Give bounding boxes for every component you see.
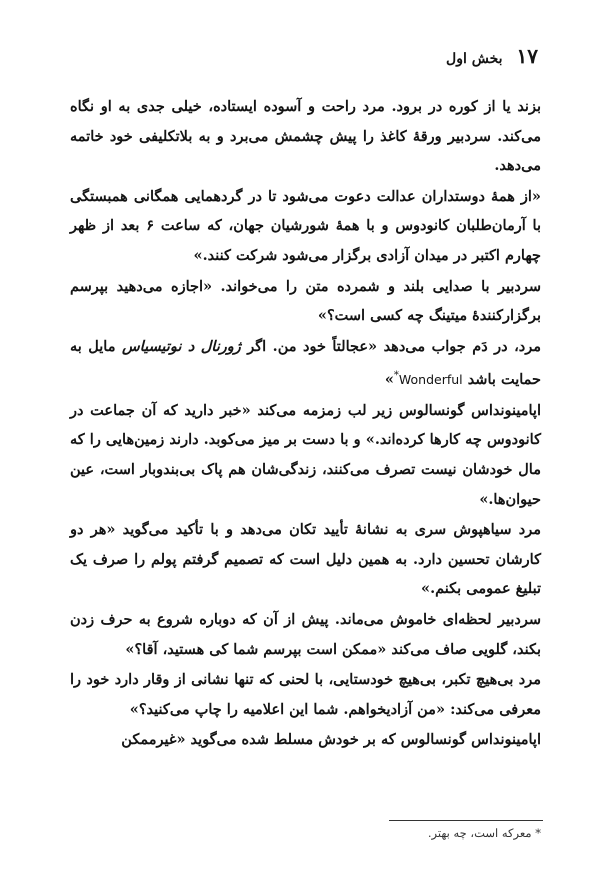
paragraph-9: اپامینونداس گونسالوس که بر خودش مسلط شده می‌گوید «غیرممکن	[121, 731, 541, 749]
page-header	[70, 44, 538, 72]
footnote-marker: *	[393, 370, 399, 382]
paragraph-8: مرد بی‌هیچ تکبر، بی‌هیچ خودستایی، با لحنی که تنها نشانی از وقار دارد خود را معرفی می‌کند: «من آزادیخواهم. شما این اعلامیه را چاپ می‌کنید؟»	[70, 671, 541, 718]
paragraph-2: «از همهٔ دوستداران عدالت دعوت می‌شود تا در گردهمایی همگانی همبستگی با آرمان‌طلبان کانودوس و با همهٔ شورشیان جهان، که ساعت ۶ بعد از ظهر چهارم اکتبر در میدان آزادی برگزار می‌شود شرکت کنند.»	[70, 187, 541, 264]
newspaper-name: ژورنال د نوتیسیاس	[121, 337, 241, 355]
paragraph-4-close-quote: »	[384, 371, 394, 389]
body-text	[70, 92, 541, 756]
paragraph-4-text-a: مرد، در دَم جواب می‌دهد «عجالتاً خود من. اگر	[240, 337, 541, 355]
footnote: * معرکه است، چه بهتر.	[427, 826, 541, 840]
paragraph-7: سردبیر لحظه‌ای خاموش می‌ماند. پیش از آن که دوباره شروع به حرف زدن بکند، گلویی صاف می‌کند «ممکن است بپرسم شما کی هستید، آقا؟»	[70, 610, 541, 658]
paragraph-3: سردبیر با صدایی بلند و شمرده متن را می‌خواند. «اجازه می‌دهید بپرسم برگزارکنندهٔ میتینگ چه کسی است؟»	[70, 277, 541, 325]
footnote-divider	[389, 820, 543, 821]
paragraph-4-text-b: مایل به حمایت باشد	[70, 337, 541, 389]
page-number: ۱۷	[516, 44, 538, 68]
section-title: بخش اول	[446, 51, 503, 67]
foreign-word: Wonderful	[398, 372, 463, 388]
paragraph-6: مرد سیاهپوش سری به نشانهٔ تأیید تکان می‌دهد و با تأکید می‌گوید «هر دو کارشان تحسین دارد. به همین دلیل است که تصمیم گرفتم پولم را صرف یک تبلیغ عمومی بکنم.»	[70, 521, 541, 598]
paragraph-1: بزند یا از کوره در برود. مرد راحت و آسوده ایستاده، خیلی جدی به او نگاه می‌کند. سردبیر ورقهٔ کاغذ را پیش چشمش می‌برد و به بلاتکلیفی خود خاتمه می‌دهد.	[70, 98, 541, 175]
paragraph-5: اپامینونداس گونسالوس زیر لب زمزمه می‌کند «خبر دارید که آن جماعت در کانودوس چه کارها کرده‌اند.» و با دست بر میز می‌کوبد. دارند زمین‌هایی را که مال خودشان نیست تصرف می‌کنند، زندگی‌شان هم پاک بی‌بندوبار است، عین حیوان‌ها.»	[70, 401, 541, 508]
paragraph-4	[70, 332, 541, 395]
